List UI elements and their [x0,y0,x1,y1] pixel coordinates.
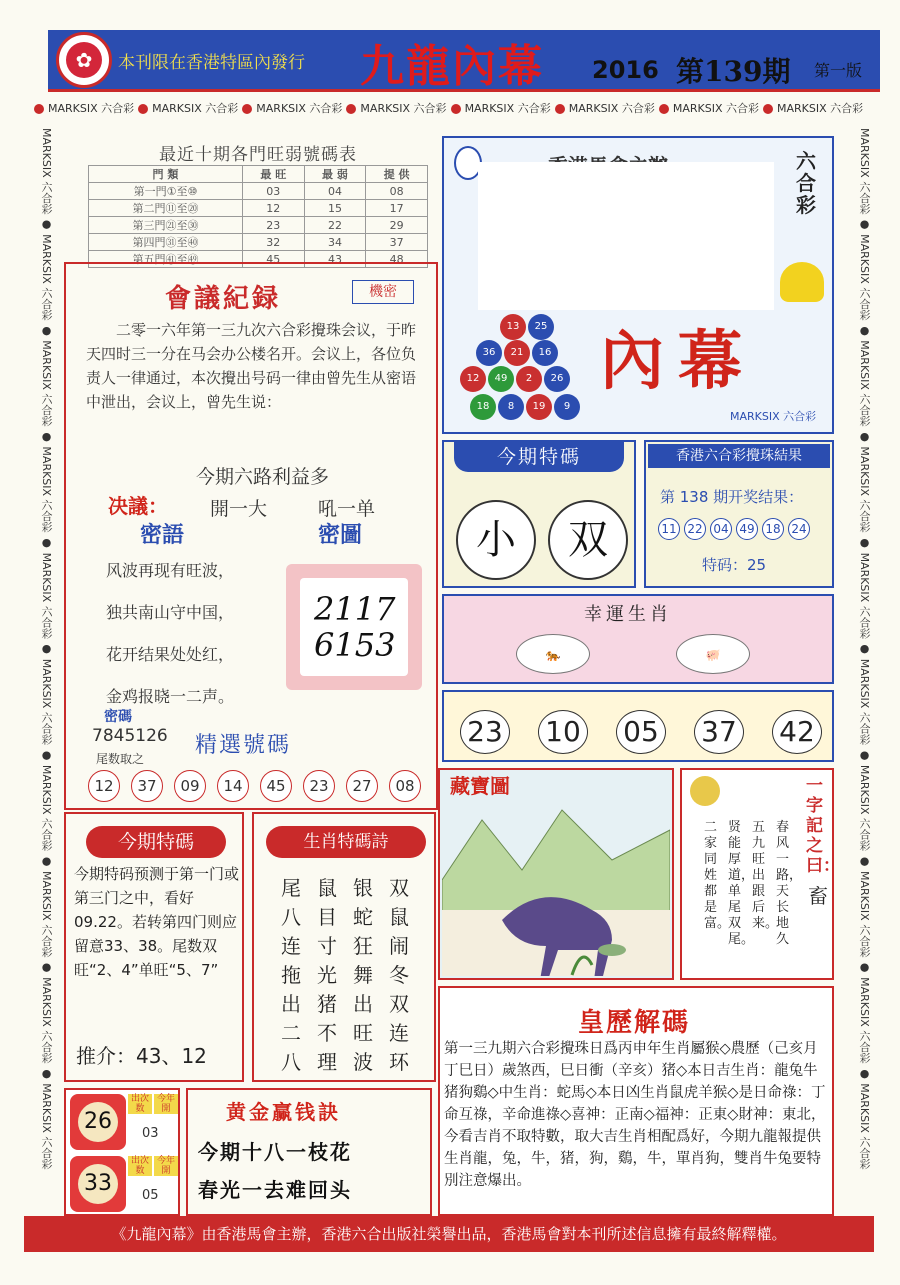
selected-numbers-label: 精選號碼 [195,733,292,758]
selected-number-ball: 08 [389,770,421,802]
meeting-poem-line: 花开结果处处红， [106,645,235,664]
result-ball: 49 [736,518,758,540]
one-word-column: 二家同姓都是富。 [704,820,731,931]
meeting-poem-line: 风波再现有旺波， [106,561,235,580]
pick-number-ball: 42 [772,710,822,754]
selected-number-ball: 12 [88,770,120,802]
issue-year: 2016 [592,56,659,84]
gate-table-grid [88,165,428,268]
marksix-logo: MARKSIX 六合彩 [730,410,817,423]
special-number: 特码：25 [702,556,767,574]
col-header: 門 類 [89,166,243,183]
meeting-body: 二零一六年第一三九次六合彩攪珠会议，于昨天四时三一分在马会办公楼名开。会议上，各位负责人一律通过，本次攪出号码一律由曾先生从密语中泄出，会议上，曾先生说： [86,321,417,411]
selected-number-ball: 23 [303,770,335,802]
lottery-ball-icon: 16 [532,340,558,366]
gate-table-title: 最近十期各門旺弱號碼表 [159,145,357,165]
bauhinia-icon: ✿ [66,42,102,78]
logo-big-text: 內幕 [600,324,756,399]
resolution-label: 决議： [108,494,168,518]
year-label: 今年開 [154,1156,178,1176]
seal-icon [690,776,720,806]
col-header: 最 弱 [304,166,366,183]
one-word-title: 一字記之曰： [806,776,840,876]
appear-label: 出次数 [128,1094,152,1114]
zodiac-poem-column: 双鼠闹冬双连环 [389,876,409,1074]
zodiac-poem-title: 生肖特碼詩 [266,826,426,858]
meeting-poem-line: 独共南山守中国， [106,603,235,622]
special-code-title: 今期特碼 [86,826,226,858]
count-value: 05 [142,1188,159,1203]
one-word-column: 春风一路，天长地久 [776,820,803,947]
lottery-ball-icon: 8 [498,394,524,420]
gold-formula-line: 春光一去难回头 [198,1178,352,1202]
code-label: 密碼 [104,709,132,725]
result-ball: 11 [658,518,680,540]
treasure-map-illustration [442,800,670,976]
col-header: 最 旺 [242,166,304,183]
confidential-tag: 機密 [352,280,414,304]
border-left: MARKSIX 六合彩 ● MARKSIX 六合彩 ● MARKSIX 六合彩 ● MARKSIX 六合彩 ● MARKSIX 六合彩 ● MARKSIX 六合彩 ● MARKSIX 六合彩 ● MARKSIX 六合彩 ● MARKSIX 六合彩 ● MARKSIX 六合彩 [40,128,53,1170]
gold-ingot-icon [780,262,824,302]
result-ball: 22 [684,518,706,540]
gate-table [88,140,428,266]
special-pick-char: 双 [548,500,628,580]
mark-six-title: 六合彩 [796,149,816,217]
count-ball: 26 [78,1102,118,1142]
table-row: 第二門⑪至⑳ 12 15 17 [89,200,428,217]
roar-single-text: 吼一单 [318,498,376,520]
lottery-ball-icon: 18 [470,394,496,420]
year-label: 今年開 [154,1094,178,1114]
meeting-title: 會議紀録 [165,284,282,314]
recommendation: 推介：43、12 [76,1044,207,1068]
selected-number-ball: 14 [217,770,249,802]
code-note: 尾数取之 [96,752,145,766]
zodiac-poem-column: 尾八连拖出二八 [281,876,301,1074]
border-right: MARKSIX 六合彩 ● MARKSIX 六合彩 ● MARKSIX 六合彩 ● MARKSIX 六合彩 ● MARKSIX 六合彩 ● MARKSIX 六合彩 ● MARKSIX 六合彩 ● MARKSIX 六合彩 ● MARKSIX 六合彩 ● MARKSIX 六合彩 [858,128,871,1170]
zodiac-poem-column: 鼠目寸光猪不理 [317,876,337,1074]
lottery-ball-icon: 2 [516,366,542,392]
profit-line: 今期六路利益多 [196,466,330,488]
table-row: 第一門①至⑩ 03 04 08 [89,183,428,200]
one-word-column: 五九旺出跟后来。 [752,820,779,931]
result-ball: 18 [762,518,784,540]
code-value: 7845126 [92,726,168,746]
lottery-ball-icon: 25 [528,314,554,340]
one-word-answer: 畜 [808,884,828,908]
one-word-column: 贤能厚道，单尾双尾。 [728,820,755,947]
pick-number-ball: 05 [616,710,666,754]
table-row: 第三門㉑至㉚ 23 22 29 [89,217,428,234]
gold-formula-line: 今期十八一枝花 [198,1140,352,1164]
count-ball: 33 [78,1164,118,1204]
special-pick-char: 小 [456,500,536,580]
lottery-ball-icon: 12 [460,366,486,392]
tiger-icon: 🐅 [516,634,590,674]
meeting-poem-line: 金鸡报晓一二声。 [106,687,235,706]
lottery-ball-icon: 49 [488,366,514,392]
gold-formula-title: 黄金赢钱訣 [226,1100,341,1124]
special-pick-title: 今期特碼 [454,442,624,472]
selected-number-ball: 45 [260,770,292,802]
lottery-ball-icon: 36 [476,340,502,366]
lottery-ball-icon: 13 [500,314,526,340]
pick-number-ball: 10 [538,710,588,754]
almanac-body: 第一三九期六合彩攪珠日爲丙申年生肖屬猴◇農歷（己亥月丁巳日）歲煞西，巳日衝（辛亥）猪◇本日吉生肖：龍兔牛猪狗鷄◇中生肖：蛇馬◇本日凶生肖鼠虎羊猴◇是日命祿：丁命互祿，辛命進祿◇喜神：正南◇福神：正東◇財神：東北，今看吉肖不取特數，取大吉生肖相配爲好，今期九龍報提供生肖龍，兔，牛，猪，狗，鷄，牛，單肖狗，雙肖牛兔要特別注意爆出。 [444,1041,826,1189]
selected-number-ball: 09 [174,770,206,802]
publication-title: 九龍內幕 [360,41,544,92]
lottery-ball-icon: 19 [526,394,552,420]
draw-results-title: 香港六合彩攪珠結果 [648,444,830,468]
result-ball: 24 [788,518,810,540]
pick-number-ball: 23 [460,710,510,754]
issue-number: 第139期 [676,55,791,88]
lottery-ball-icon: 21 [504,340,530,366]
cipher-words-label: 密語 [140,523,185,548]
distribution-notice: 本刊限在香港特區內發行 [118,53,305,73]
handwritten-code: 2117 [314,590,396,628]
cipher-image-label: 密圖 [318,523,363,548]
draw-results-subtitle: 第 138 期开奖结果： [660,488,804,506]
handwritten-code: 6153 [314,626,396,664]
table-row: 第四門㉛至㊵ 32 34 37 [89,234,428,251]
treasure-map-title: 藏寶圖 [450,774,510,798]
lottery-ball-icon: 9 [554,394,580,420]
result-ball: 04 [710,518,732,540]
lottery-ball-icon: 26 [544,366,570,392]
selected-number-ball: 37 [131,770,163,802]
edition-label: 第一版 [814,61,863,80]
special-code-text: 今期特码预测于第一门或第三门之中，看好09.22。若转第四门则应留意33、38。尾数双旺“2、4”单旺“5、7” [74,865,240,979]
pick-number-ball: 37 [694,710,744,754]
count-value: 03 [142,1126,159,1141]
border-top: MARKSIX 六合彩 MARKSIX 六合彩 MARKSIX 六合彩 MARKSIX 六合彩 MARKSIX 六合彩 MARKSIX 六合彩 MARKSIX 六合彩 MARKSIX 六合彩 [30,100,875,124]
almanac-title: 皇歷解碼 [578,1008,691,1038]
col-header: 提 供 [366,166,428,183]
appear-label: 出次数 [128,1156,152,1176]
open-big-text: 開一大 [210,498,268,520]
zodiac-poem-column: 银蛇狂舞出旺波 [353,876,373,1074]
pig-icon: 🐖 [676,634,750,674]
selected-number-ball: 27 [346,770,378,802]
footer-disclaimer: 《九龍內幕》由香港馬會主辦，香港六合出版社榮譽出品，香港馬會對本刊所述信息擁有最終解釋權。 [24,1216,874,1252]
lucky-zodiac-title: 幸運生肖 [584,604,672,625]
table-row: 第五門㊶至㊾ 45 43 48 [89,251,428,268]
redacted-area [478,162,774,310]
